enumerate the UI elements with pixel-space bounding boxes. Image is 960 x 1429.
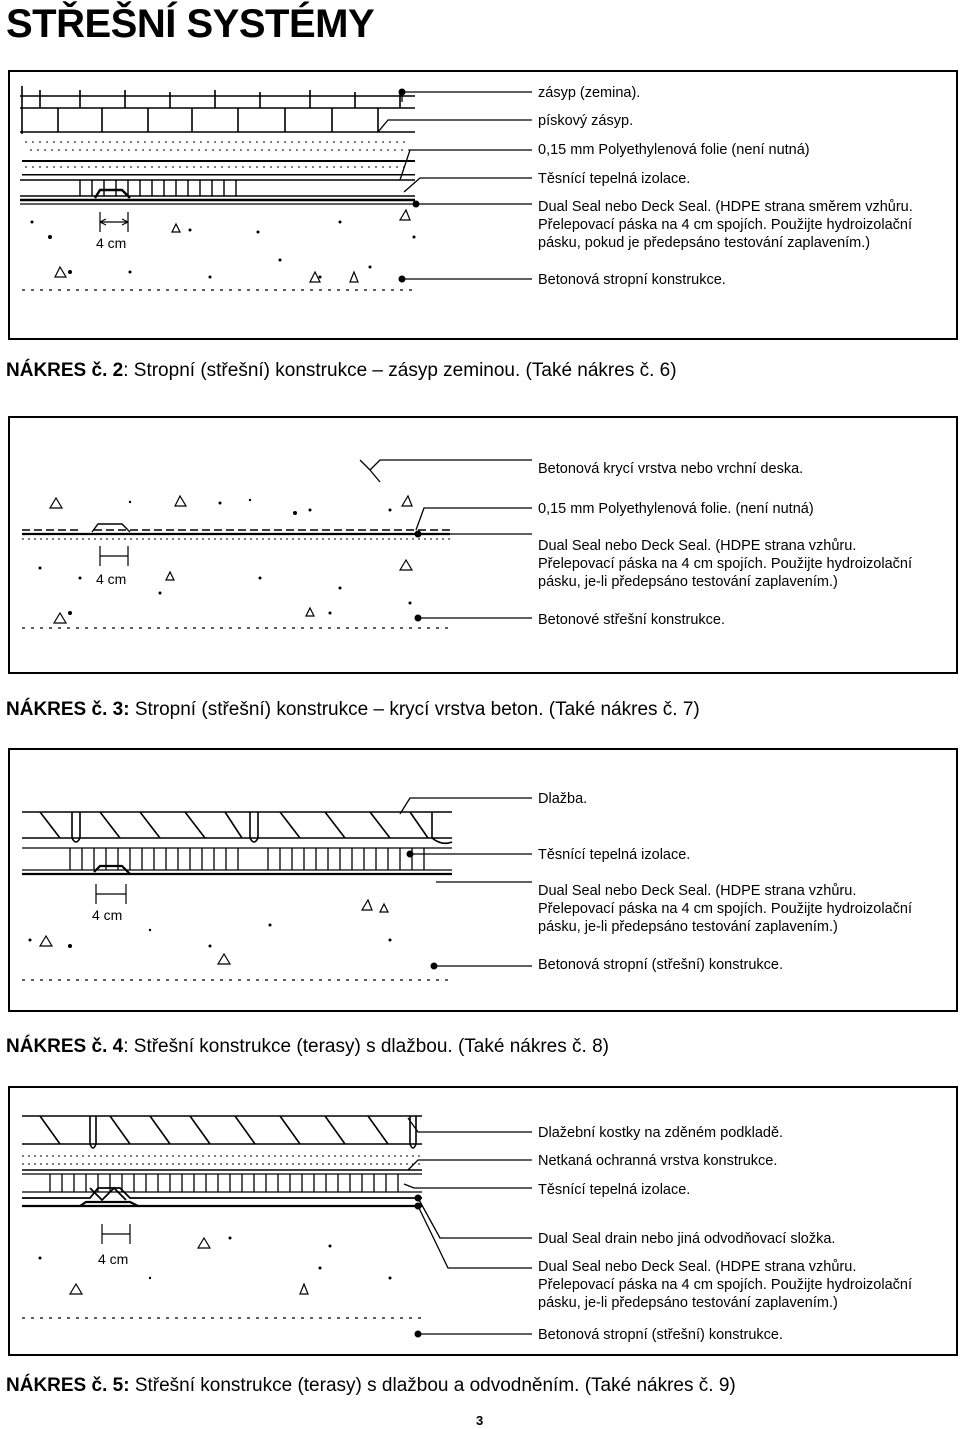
dimension-marker — [100, 546, 128, 566]
label-sand-fill: pískový zásyp. — [538, 113, 634, 129]
label-drain: Dual Seal drain nebo jiná odvodňovací složka. — [538, 1231, 836, 1247]
dimension-label: 4 cm — [96, 571, 127, 587]
caption-text: Stropní (střešní) konstrukce – krycí vrstva beton. (Také nákres č. 7) — [129, 699, 700, 720]
mortar-bed — [22, 1156, 422, 1164]
label-concrete-topping: Betonová krycí vrstva nebo vrchní deska. — [538, 461, 804, 477]
caption-prefix: NÁKRES č. — [6, 1375, 108, 1396]
label-concrete-slab: Betonová stropní (střešní) konstrukce. — [538, 957, 783, 973]
figure-5-cross-section — [10, 1088, 956, 1354]
leader-lines — [400, 798, 532, 966]
figure-4-drawing — [8, 748, 958, 1012]
figure-2-drawing — [8, 70, 958, 340]
caption-prefix: NÁKRES č. — [6, 1036, 108, 1057]
figure-4-cross-section — [10, 750, 956, 1010]
label-concrete-roof: Betonové střešní konstrukce. — [538, 612, 725, 628]
figure-5-drawing — [8, 1086, 958, 1356]
figure-2-caption — [6, 359, 677, 383]
label-membrane: Dual Seal nebo Deck Seal. (HDPE strana vzhůru. Přelepovací páska na 4 cm spojích. Použijte hydroizolační pásku, je-li předepsáno testování zaplavením.) — [538, 1259, 912, 1311]
page-title: STŘEŠNÍ SYSTÉMY — [6, 2, 375, 46]
dimension-marker — [100, 212, 128, 232]
label-concrete-slab: Betonová stropní konstrukce. — [538, 272, 726, 288]
caption-number: 2 — [112, 360, 124, 381]
label-insulation: Těsnící tepelná izolace. — [538, 1182, 691, 1198]
leader-dots — [415, 1195, 422, 1338]
topping-specks — [129, 499, 392, 515]
dimension-marker — [96, 884, 126, 904]
insulation-board — [22, 1174, 422, 1192]
leader-lines — [378, 92, 532, 279]
caption-number: 3: — [112, 699, 130, 720]
insulation-board — [20, 180, 415, 196]
leader-dots — [407, 851, 438, 970]
label-membrane: Dual Seal nebo Deck Seal. (HDPE strana směrem vzhůru. Přelepovací páska na 4 cm spojích. Použijte hydroizolační pásku, pokud je předepsáno testování zaplavením.) — [538, 199, 913, 251]
membrane — [22, 1202, 422, 1206]
soil-layer — [20, 86, 415, 134]
paving-slabs — [22, 812, 452, 843]
dimension-label: 4 cm — [96, 235, 127, 251]
figure-3-drawing — [8, 416, 958, 674]
polyethylene-film — [22, 524, 450, 534]
leader-dots — [415, 531, 422, 622]
label-polyethylene-film: 0,15 mm Polyethylenová folie (není nutná) — [538, 142, 810, 158]
paving-bricks — [22, 1116, 422, 1148]
caption-text: : Stropní (střešní) konstrukce – zásyp zeminou. (Také nákres č. 6) — [123, 360, 677, 381]
label-membrane: Dual Seal nebo Deck Seal. (HDPE strana vzhůru. Přelepovací páska na 4 cm spojích. Použijte hydroizolační pásku, je-li předepsáno testování zaplavením.) — [538, 883, 912, 935]
label-paving: Dlažba. — [538, 791, 588, 807]
concrete-specks — [31, 221, 416, 279]
label-insulation: Těsnící tepelná izolace. — [538, 847, 691, 863]
label-protection-fabric: Netkaná ochranná vrstva konstrukce. — [538, 1153, 778, 1169]
leader-lines — [404, 1118, 532, 1334]
label-concrete-slab: Betonová stropní (střešní) konstrukce. — [538, 1327, 783, 1343]
label-membrane: Dual Seal nebo Deck Seal. (HDPE strana vzhůru. Přelepovací páska na 4 cm spojích. Použijte hydroizolační pásku, je-li předepsáno testování zaplavením.) — [538, 538, 912, 590]
label-paving-bricks: Dlažební kostky na zděném podkladě. — [538, 1125, 784, 1141]
slab-specks — [39, 567, 412, 616]
label-insulation: Těsnící tepelná izolace. — [538, 171, 691, 187]
leader-lines — [360, 460, 532, 618]
slab-specks — [39, 1237, 392, 1280]
caption-number: 4 — [112, 1036, 124, 1057]
sand-layer — [22, 160, 415, 176]
leader-dots — [399, 89, 420, 283]
dimension-label: 4 cm — [92, 907, 123, 923]
dimension-marker — [102, 1224, 130, 1244]
sand-dots — [25, 142, 410, 167]
figure-4-caption — [6, 1035, 609, 1059]
caption-text: Střešní konstrukce (terasy) s dlažbou a odvodněním. (Také nákres č. 9) — [129, 1375, 736, 1396]
dimension-label: 4 cm — [98, 1251, 129, 1267]
topping-aggregate — [50, 496, 412, 508]
caption-prefix: NÁKRES č. — [6, 699, 108, 720]
slab-aggregate — [54, 560, 412, 623]
insulation-board — [22, 848, 452, 870]
figure-3-caption — [6, 698, 700, 722]
label-polyethylene-film: 0,15 mm Polyethylenová folie. (není nutná) — [538, 501, 814, 517]
page-number: 3 — [476, 1413, 484, 1428]
figure-5-caption — [6, 1374, 736, 1398]
slab-specks — [29, 924, 392, 949]
caption-number: 5: — [112, 1375, 130, 1396]
caption-text: : Střešní konstrukce (terasy) s dlažbou. (Také nákres č. 8) — [123, 1036, 609, 1057]
caption-prefix: NÁKRES č. — [6, 360, 108, 381]
membrane — [20, 190, 415, 204]
label-backfill: zásyp (zemina). — [538, 85, 641, 101]
